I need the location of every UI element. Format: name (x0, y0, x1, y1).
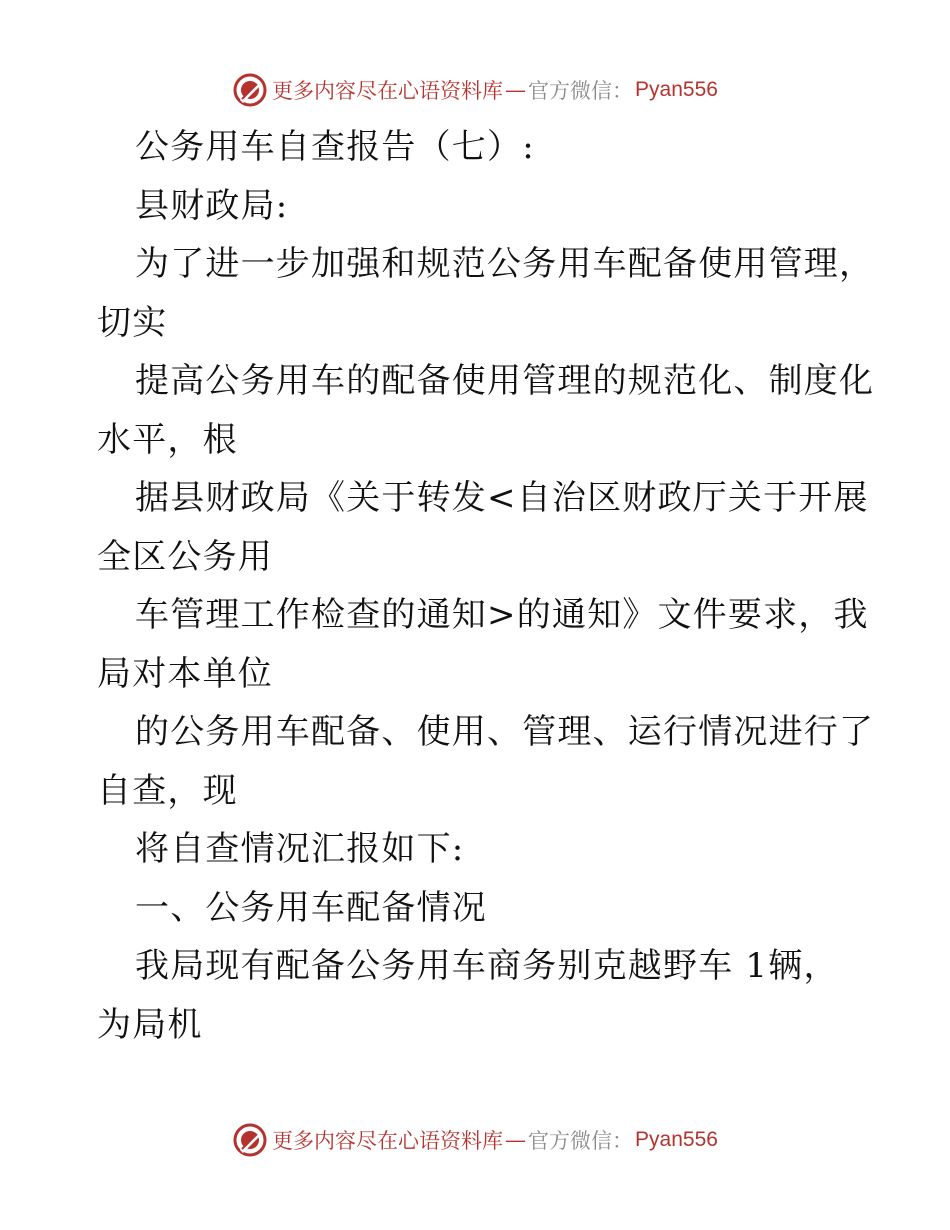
document-line: 提高公务用车的配备使用管理的规范化、制度化 (135, 361, 875, 401)
document-line: 水平，根 (97, 419, 238, 460)
watermark-label: 官方微信： (528, 1129, 634, 1153)
footer-watermark (0, 1120, 950, 1160)
watermark-separator: — (505, 1128, 527, 1152)
brand-logo-icon (232, 1122, 268, 1158)
watermark-separator: — (505, 78, 527, 102)
document-line: 全区公务用 (97, 536, 273, 577)
document-line: 为了进一步加强和规范公务用车配备使用管理， (135, 244, 875, 284)
document-line: 县财政局: (135, 185, 289, 226)
document-line: 公务用车自查报告（七）: (135, 127, 535, 167)
document-line: 我局现有配备公务用车商务别克越野车 1辆， (135, 946, 839, 986)
watermark-brand-text: 更多内容尽在心语资料库 (272, 1129, 504, 1153)
document-line: 将自查情况汇报如下: (135, 829, 465, 869)
document-line: 切实 (97, 302, 168, 343)
brand-logo-icon (232, 72, 268, 108)
document-line: 为局机 (97, 1004, 203, 1045)
header-watermark (0, 70, 950, 110)
document-line: 一、公务用车配备情况 (135, 887, 487, 928)
watermark-wechat-id: Pyan556 (635, 78, 718, 101)
document-line: 自查，现 (97, 770, 238, 811)
watermark-label: 官方微信： (528, 79, 634, 103)
document-line: 的公务用车配备、使用、管理、运行情况进行了 (135, 712, 875, 752)
watermark-brand-text: 更多内容尽在心语资料库 (272, 79, 504, 103)
document-body (97, 118, 875, 1054)
document-line: 据县财政局《关于转发<自治区财政厅关于开展 (135, 478, 869, 518)
document-line: 局对本单位 (97, 653, 273, 694)
document-line: 车管理工作检查的通知>的通知》文件要求，我 (135, 595, 869, 635)
watermark-wechat-id: Pyan556 (635, 1128, 718, 1151)
